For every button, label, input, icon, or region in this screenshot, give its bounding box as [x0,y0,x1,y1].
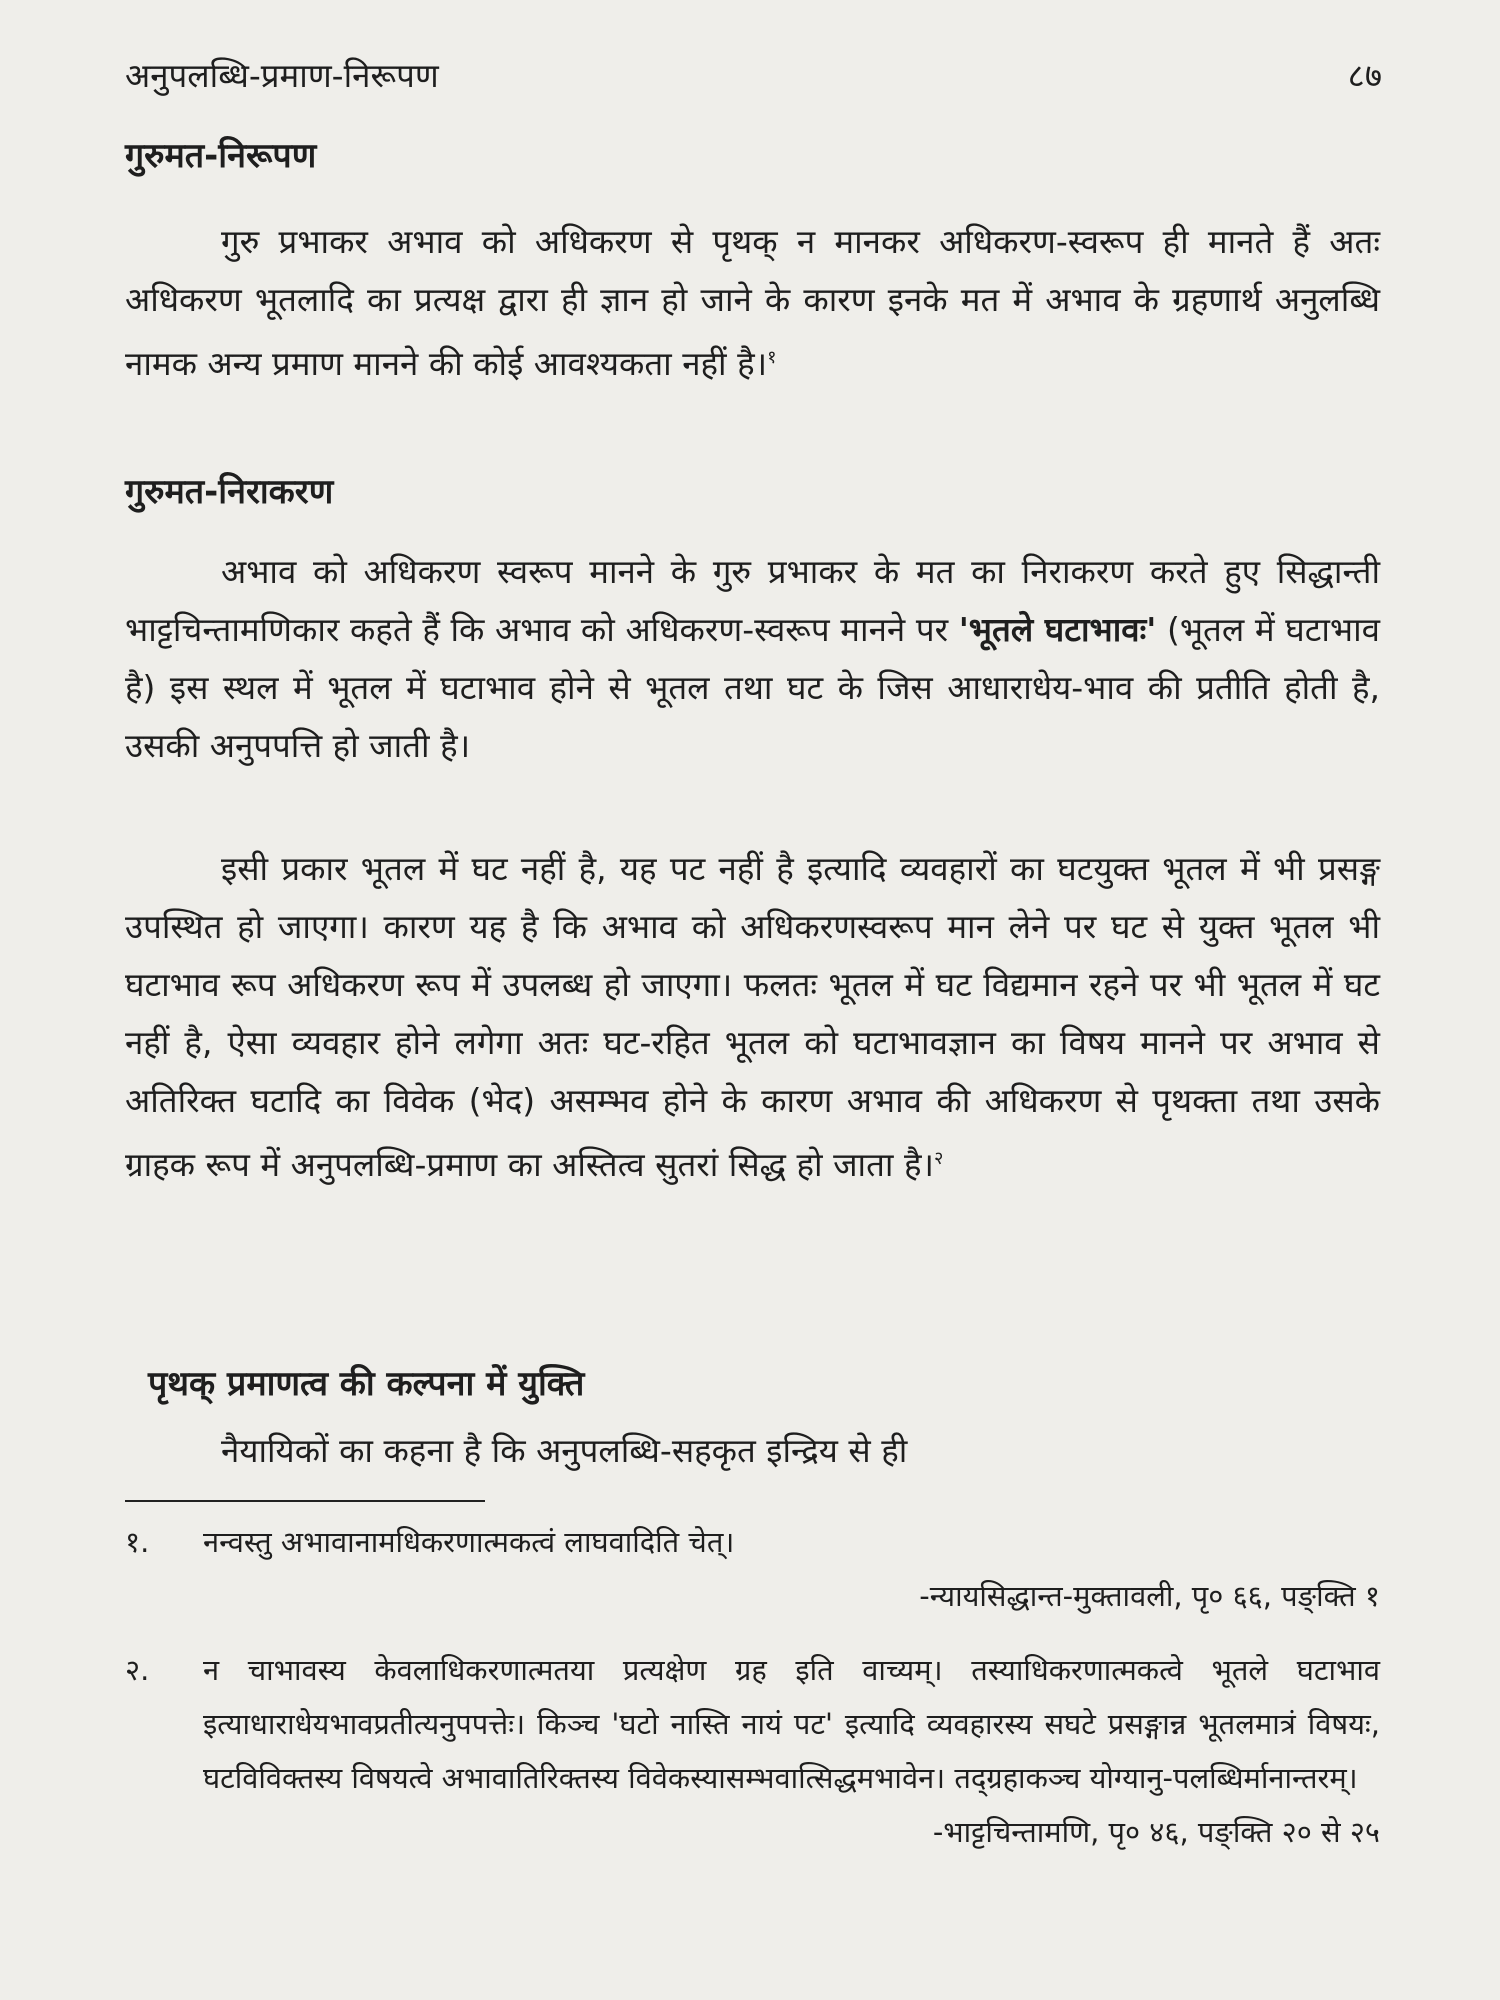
footnote-text: न चाभावस्य केवलाधिकरणात्मतया प्रत्यक्षेण ग्रह इति वाच्यम्। तस्याधिकरणात्मकत्वे भूतले घटाभाव इत्याधाराधेयभावप्रतीत्यनुपपत्तेः। किञ्च 'घटो नास्ति नायं पट' इत्यादि व्यवहारस्य सघटे प्रसङ्गान्न भूतलमात्रं विषयः, घटविविक्तस्य विषयत्वे अभावातिरिक्तस्य विवेकस्यासम्भवात्सिद्धमभावेन। तद्ग्रहाकञ्च योग्यानु-पलब्धिर्मानान्तरम्। [203,1653,1380,1795]
paragraph-text: अभाव को अधिकरण स्वरूप मानने के गुरु प्रभाकर के मत का निराकरण करते हुए सिद्धान्ती भाट्टचिन्तामणिकार कहते हैं कि अभाव को अधिकरण-स्वरूप मानने पर [125,552,1380,649]
page-number: ८७ [1347,56,1382,95]
emphasized-quote: 'भूतले घटाभावः' [958,610,1157,649]
footnote-2 [125,1643,1380,1859]
paragraph-text: (भूतल में घटाभाव है) इस स्थल में भूतल में घटाभाव होने से भूतल तथा घट के जिस आधाराधेय-भाव की प्रतीति होती है, उसकी अनुपपत्ति हो जाती है। [125,610,1380,765]
heading-gurumat-nirupan: गुरुमत-निरूपण [125,136,317,176]
footnote-source: -भाट्टचिन्तामणि, पृ० ४६, पङ्क्ति २० से २५ [932,1815,1380,1849]
footnote-text: नन्वस्तु अभावानामधिकरणात्मकत्वं लाघवादिति चेत्। [203,1525,735,1559]
paragraph-nirakaran-2 [125,840,1380,1194]
paragraph-gurumat-nirupan [125,213,1380,393]
footnote-ref-1: १ [767,347,777,368]
paragraph-text: इसी प्रकार भूतल में घट नहीं है, यह पट नहीं है इत्यादि व्यवहारों का घटयुक्त भूतल में भी प्रसङ्ग उपस्थित हो जाएगा। कारण यह है कि अभाव को अधिकरणस्वरूप मान लेने पर घट से युक्त भूतल भी घटाभाव रूप अधिकरण रूप में उपलब्ध हो जाएगा। फलतः भूतल में घट विद्यमान रहने पर भी भूतल में घट नहीं है, ऐसा व्यवहार होने लगेगा अतः घट-रहित भूतल को घटाभावज्ञान का विषय मानने पर अभाव से अतिरिक्त घटादि का विवेक (भेद) असम्भव होने के कारण अभाव की अधिकरण से पृथक्ता तथा उसके ग्राहक रूप में अनुपलब्धि-प्रमाण का अस्तित्व सुतरां सिद्ध हो जाता है। [125,849,1380,1184]
heading-gurumat-nirakaran: गुरुमत-निराकरण [125,472,334,512]
footnote-divider [125,1500,485,1502]
running-title: अनुपलब्धि-प्रमाण-निरूपण [125,56,439,95]
running-header [125,52,1382,102]
footnote-number: २. [125,1653,150,1687]
paragraph-nirakaran-1 [125,543,1380,775]
paragraph-text: गुरु प्रभाकर अभाव को अधिकरण से पृथक् न मानकर अधिकरण-स्वरूप ही मानते हैं अतः अधिकरण भूतलादि का प्रत्यक्ष द्वारा ही ज्ञान हो जाने के कारण इनके मत में अभाव के ग्रहणार्थ अनुलब्धि नामक अन्य प्रमाण मानने की कोई आवश्यकता नहीं है। [125,222,1380,383]
paragraph-naiyayika: नैयायिकों का कहना है कि अनुपलब्धि-सहकृत इन्द्रिय से ही [221,1431,908,1470]
footnote-number: १. [125,1525,150,1559]
footnote-1 [125,1515,1380,1623]
footnote-source: -न्यायसिद्धान्त-मुक्तावली, पृ० ६६, पङ्क्ति १ [919,1579,1380,1613]
heading-prithak-pramanatva: पृथक् प्रमाणत्व की कल्पना में युक्ति [148,1364,585,1404]
footnote-ref-2: २ [933,1148,944,1169]
